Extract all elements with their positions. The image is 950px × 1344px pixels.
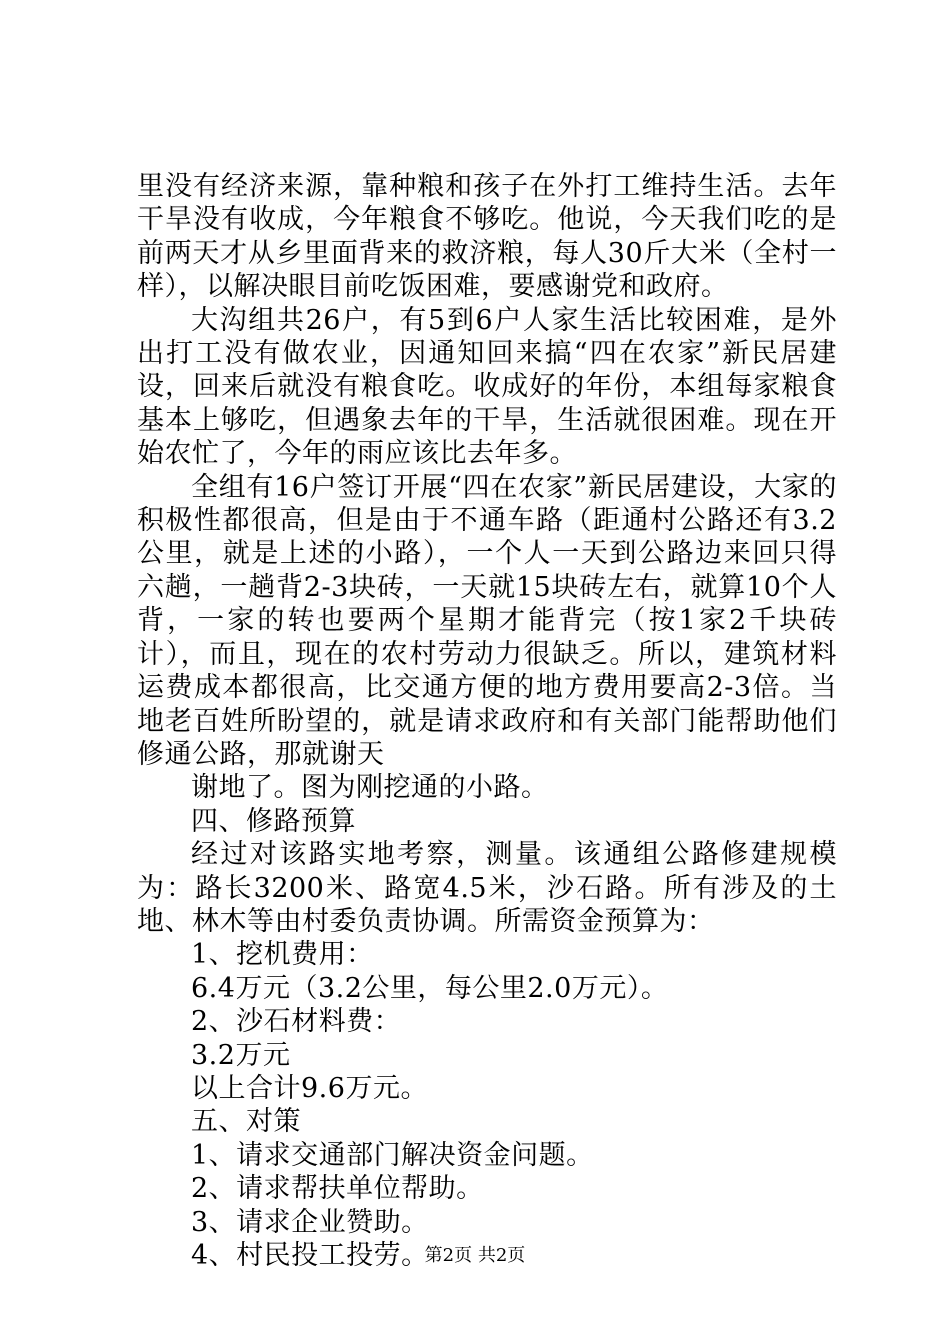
section-heading-budget: 四、修路预算 (191, 805, 356, 837)
paragraph-dagou-group: 大沟组共26户，有5到6户人家生活比较困难，是外出打工没有做农业，因通知回来搞“四在农家”新民居建设，回来后就没有粮食吃。收成好的年份，本组每家粮食基本上够吃，但遇象去年的干旱，生活就很困难。现在开始农忙了，今年的雨应该比去年多。 (137, 304, 837, 470)
budget-item-excavator-value: 6.4万元（3.2公里，每公里2.0万元）。 (191, 972, 669, 1004)
paragraph-budget-scope: 经过对该路实地考察，测量。该通组公路修建规模为：路长3200米、路宽4.5米，沙石路。所有涉及的土地、林木等由村委负责协调。所需资金预算为： (137, 839, 837, 937)
countermeasure-item: 3、请求企业赞助。 (191, 1206, 429, 1238)
document-body (137, 170, 837, 1272)
paragraph-construction: 全组有16户签订开展“四在农家”新民居建设，大家的积极性都很高，但是由于不通车路（距通村公路还有3.2公里，就是上述的小路），一个人一天到公路边来回只得六趟，一趟背2-3块砖，一天就15块砖左右，就算10个人背，一家的转也要两个星期才能背完（按1家2千块砖计），而且，现在的农村劳动力很缺乏。所以，建筑材料运费成本都很高，比交通方便的地方费用要高2-3倍。当地老百姓所盼望的，就是请求政府和有关部门能帮助他们修通公路，那就谢天 (137, 471, 837, 770)
budget-total: 以上合计9.6万元。 (191, 1072, 428, 1104)
paragraph-continuation: 里没有经济来源，靠种粮和孩子在外打工维持生活。去年干旱没有收成，今年粮食不够吃。他说，今天我们吃的是前两天才从乡里面背来的救济粮，每人30斤大米（全村一样），以解决眼目前吃饭困难，要感谢党和政府。 (137, 171, 837, 303)
section-heading-countermeasures: 五、对策 (191, 1106, 301, 1138)
countermeasure-item: 2、请求帮扶单位帮助。 (191, 1173, 484, 1205)
budget-item-gravel-value: 3.2万元 (191, 1039, 291, 1071)
budget-item-gravel-label: 2、沙石材料费： (191, 1006, 402, 1038)
paragraph-photo-caption: 谢地了。图为刚挖通的小路。 (191, 772, 549, 804)
page-number: 第2页 共2页 (424, 1245, 526, 1266)
countermeasure-item: 1、请求交通部门解决资金问题。 (191, 1139, 594, 1171)
budget-item-excavator-label: 1、挖机费用： (191, 939, 374, 971)
countermeasure-item: 4、村民投工投劳。 (191, 1240, 429, 1271)
